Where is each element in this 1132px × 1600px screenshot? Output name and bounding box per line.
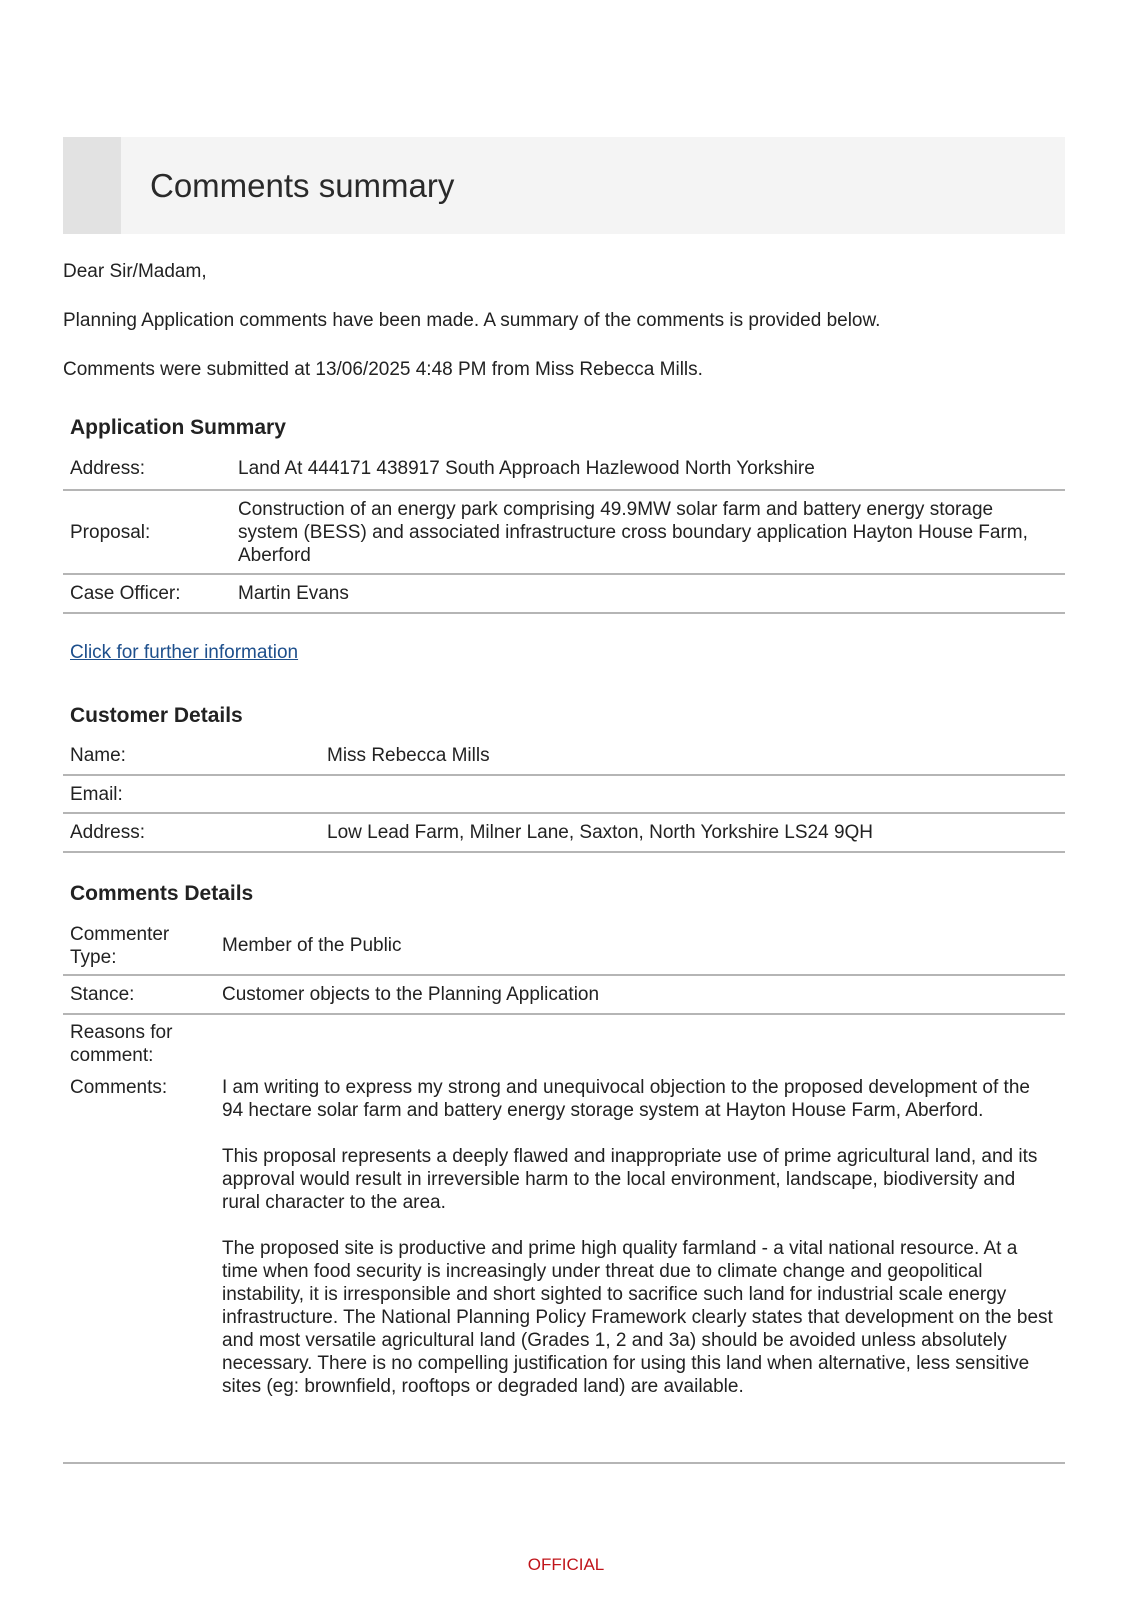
further-information-link[interactable]: Click for further information [70,642,299,663]
page-title: Comments summary [150,167,455,204]
intro-notice: Planning Application comments have been made. A summary of the comments is provided below. [63,310,881,331]
table-row [63,1072,1065,1421]
email-label: Email: [63,775,320,813]
classification-label: OFFICIAL [527,1555,605,1574]
application-summary-heading: Application Summary [70,416,286,439]
email-value [320,775,1065,813]
commenter-type-value: Member of the Public [215,917,1065,975]
stance-label: Stance: [63,975,215,1014]
customer-details-table [63,736,1065,853]
table-row [63,574,1065,613]
name-value: Miss Rebecca Mills [320,736,1065,775]
proposal-label: Proposal: [63,490,231,574]
application-summary-table [63,448,1065,614]
comments-value [215,1072,1065,1421]
greeting: Dear Sir/Madam, [63,261,207,282]
table-row [63,975,1065,1014]
submission-info: Comments were submitted at 13/06/2025 4:48 PM from Miss Rebecca Mills. [63,359,703,380]
table-row [63,736,1065,775]
case-officer-value: Martin Evans [231,574,1065,613]
customer-address-value: Low Lead Farm, Milner Lane, Saxton, North Yorkshire LS24 9QH [320,813,1065,852]
reasons-value [215,1014,1065,1072]
table-row [63,775,1065,813]
comment-paragraph: This proposal represents a deeply flawed and inappropriate use of prime agricultural land, and its approval would result in irreversible harm to the local environment, landscape, biodiversity and rural character to the area. [222,1146,1038,1213]
comment-paragraph: The proposed site is productive and prime high quality farmland - a vital national resource. At a time when food security is increasingly under threat due to climate change and geopolitical instability, it is irresponsible and short sighted to sacrifice such land for industrial scale energy infrastructure. The National Planning Policy Framework clearly states that development on the best and most versatile agricultural land (Grades 1, 2 and 3a) should be avoided unless absolutely necessary. There is no compelling justification for using this land when alternative, less sensitive sites (eg: brownfield, rooftops or degraded land) are available. [222,1238,1053,1397]
commenter-type-label: Commenter Type: [63,917,215,975]
table-row [63,813,1065,852]
reasons-label: Reasons for comment: [70,1022,173,1066]
table-row [63,1014,1065,1072]
table-row [63,490,1065,574]
proposal-value: Construction of an energy park comprising 49.9MW solar farm and battery energy storage system (BESS) and associated infrastructure cross boundary application Hayton House Farm, Aberford [231,490,1065,574]
table-row [63,917,1065,975]
case-officer-label: Case Officer: [63,574,231,613]
banner-accent-bar [63,137,121,234]
section-divider [63,1462,1065,1464]
comments-details-heading: Comments Details [70,882,254,905]
page-banner [63,137,1065,234]
comments-details-table [63,917,1065,1421]
table-row [63,448,1065,490]
stance-value: Customer objects to the Planning Application [215,975,1065,1014]
address-label: Address: [63,448,231,490]
customer-address-label: Address: [63,813,320,852]
name-label: Name: [63,736,320,775]
customer-details-heading: Customer Details [70,704,243,727]
comment-paragraph: I am writing to express my strong and unequivocal objection to the proposed development of the 94 hectare solar farm and battery energy storage system at Hayton House Farm, Aberford. [222,1077,1030,1121]
address-value: Land At 444171 438917 South Approach Hazlewood North Yorkshire [231,448,1065,490]
comments-label: Comments: [70,1077,168,1098]
